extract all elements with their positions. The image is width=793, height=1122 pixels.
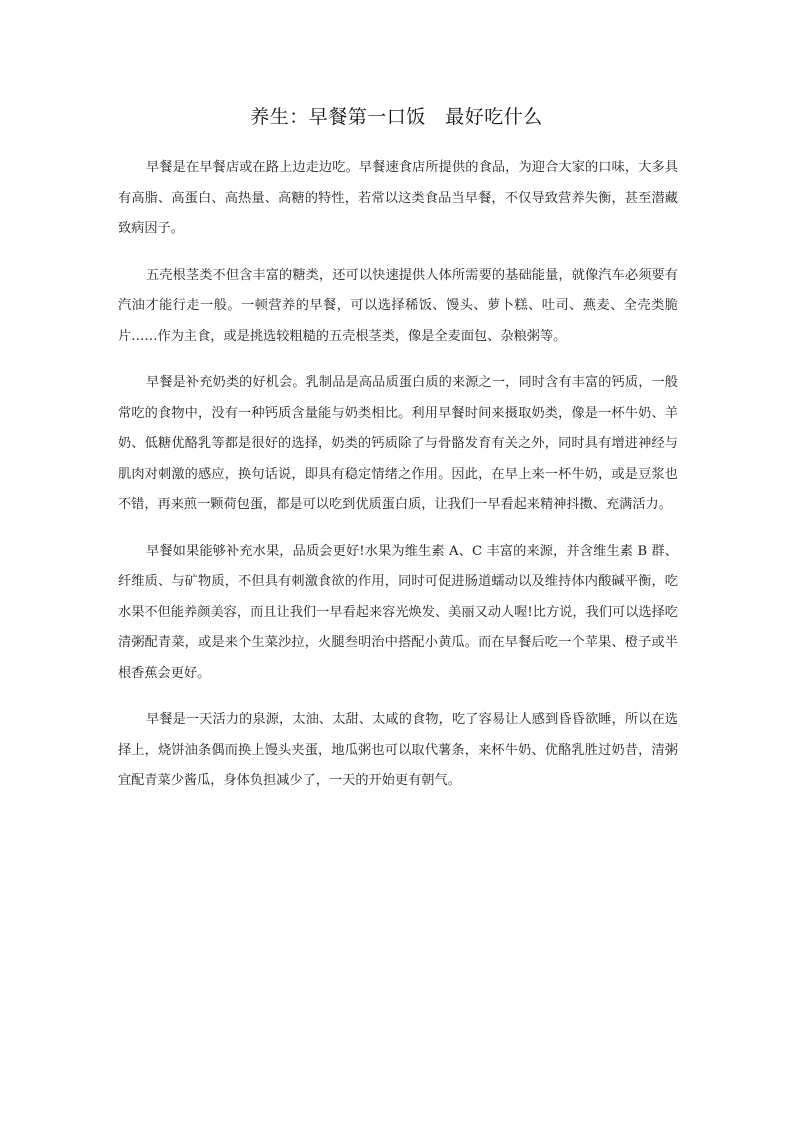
document-title: 养生：早餐第一口饭 最好吃什么: [250, 106, 543, 128]
paragraph: 早餐是一天活力的泉源，太油、太甜、太咸的食物，吃了容易让人感到昏昏欲睡，所以在选择上，烧饼油条偶而换上馒头夹蛋，地瓜粥也可以取代薯条，来杯牛奶、优酪乳胜过奶昔，清粥宜配青菜少酱瓜，身体负担减少了，一天的开始更有朝气。: [118, 712, 678, 788]
paragraph: 五壳根茎类不但含丰富的糖类，还可以快速提供人体所需要的基础能量，就像汽车必须要有汽油才能行走一般。一顿营养的早餐，可以选择稀饭、馒头、萝卜糕、吐司、燕麦、全壳类脆片……作为主食，或是挑选较粗糙的五壳根茎类，像是全麦面包、杂粮粥等。: [118, 267, 678, 344]
document-body: [118, 153, 678, 813]
paragraph: 早餐如果能够补充水果，品质会更好!水果为维生素 A、C 丰富的来源，并含维生素 B 群、纤维质、与矿物质，不但具有刺激食欲的作用，同时可促进肠道蠕动以及维持体内酸碱平衡，吃水果不但能养颜美容，而且让我们一早看起来容光焕发、美丽又动人喔!比方说，我们可以选择吃清粥配青菜，或是来个生菜沙拉，火腿叁明治中搭配小黄瓜。而在早餐后吃一个苹果、橙子或半根香蕉会更好。: [118, 543, 678, 681]
paragraph: 早餐是补充奶类的好机会。乳制品是高品质蛋白质的来源之一，同时含有丰富的钙质，一般常吃的食物中，没有一种钙质含量能与奶类相比。利用早餐时间来摄取奶类，像是一杯牛奶、羊奶、低糖优酪乳等都是很好的选择，奶类的钙质除了与骨骼发育有关之外，同时具有增进神经与肌肉对刺激的感应，换句话说，即具有稳定情绪之作用。因此，在早上来一杯牛奶，或是豆浆也不错，再来煎一颗荷包蛋，都是可以吃到优质蛋白质，让我们一早看起来精神抖擞、充满活力。: [118, 375, 678, 512]
paragraph: 早餐是在早餐店或在路上边走边吃。早餐速食店所提供的食品，为迎合大家的口味，大多具有高脂、高蛋白、高热量、高糖的特性，若常以这类食品当早餐，不仅导致营养失衡，甚至潜藏致病因子。: [118, 160, 678, 236]
